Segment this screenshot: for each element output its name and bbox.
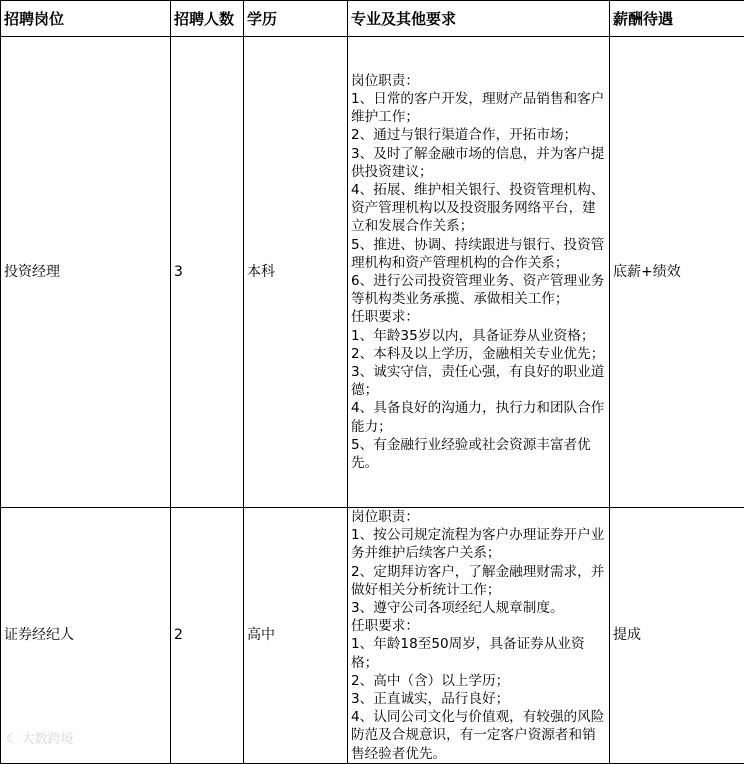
qualification-item: 3、正直诚实，品行良好； <box>351 690 609 708</box>
count-cell: 3 <box>171 37 244 508</box>
duty-item: 3、遵守公司各项经纪人规章制度。 <box>351 599 609 617</box>
qualification-item: 3、诚实守信，责任心强，有良好的职业道德； <box>351 363 609 399</box>
header-position: 招聘岗位 <box>1 1 171 37</box>
qualification-item: 4、认同公司文化与价值观，有较强的风险防范及合规意识，有一定客户资源者和销售经验者优先。 <box>351 708 609 763</box>
qualification-item: 5、有金融行业经验或社会资源丰富者优先。 <box>351 436 609 472</box>
duty-item: 1、按公司规定流程为客户办理证券开户业务并维护后续客户关系； <box>351 526 609 562</box>
salary-cell: 底薪+绩效 <box>610 37 744 508</box>
table-row <box>1 508 744 764</box>
header-count: 招聘人数 <box>171 1 244 37</box>
education-cell: 本科 <box>244 37 348 508</box>
duty-item: 2、通过与银行渠道合作，开拓市场； <box>351 126 609 144</box>
duty-item: 3、及时了解金融市场的信息，并为客户提供投资建议； <box>351 145 609 181</box>
duties-title: 岗位职责： <box>351 508 609 526</box>
qualification-item: 4、具备良好的沟通力，执行力和团队合作能力； <box>351 399 609 435</box>
qualification-item: 1、年龄18至50周岁，具备证券从业资格； <box>351 635 609 671</box>
watermark-text: 大数跨境 <box>22 732 74 747</box>
duty-item: 5、推进、协调、持续跟进与银行、投资管理机构和资产管理机构的合作关系； <box>351 236 609 272</box>
requirements-cell <box>348 508 610 764</box>
header-requirements: 专业及其他要求 <box>348 1 610 37</box>
duties-title: 岗位职责： <box>351 72 609 90</box>
header-education: 学历 <box>244 1 348 37</box>
education-cell: 高中 <box>244 508 348 764</box>
table-row <box>1 37 744 508</box>
qualification-item: 2、本科及以上学历，金融相关专业优先； <box>351 345 609 363</box>
requirements-cell <box>348 37 610 508</box>
duty-item: 4、拓展、维护相关银行、投资管理机构、资产管理机构以及投资服务网络平台，建立和发展合作关系； <box>351 181 609 236</box>
qualification-item: 1、年龄35岁以内，具备证券从业资格； <box>351 327 609 345</box>
qualifications-title: 任职要求： <box>351 308 609 326</box>
qualification-item: 2、高中（含）以上学历； <box>351 672 609 690</box>
count-cell: 2 <box>171 508 244 764</box>
brand-logo-icon: ☾ <box>6 731 19 747</box>
salary-cell: 提成 <box>610 508 744 764</box>
duty-item: 1、日常的客户开发，理财产品销售和客户维护工作； <box>351 90 609 126</box>
qualifications-title: 任职要求： <box>351 617 609 635</box>
table-header-row <box>1 1 744 37</box>
position-cell: 投资经理 <box>1 37 171 508</box>
header-salary: 薪酬待遇 <box>610 1 744 37</box>
duty-item: 6、进行公司投资管理业务、资产管理业务等机构类业务承揽、承做相关工作； <box>351 272 609 308</box>
watermark <box>6 728 74 747</box>
position-cell: 证券经纪人 <box>1 508 171 764</box>
duty-item: 2、定期拜访客户，了解金融理财需求，并做好相关分析统计工作； <box>351 563 609 599</box>
